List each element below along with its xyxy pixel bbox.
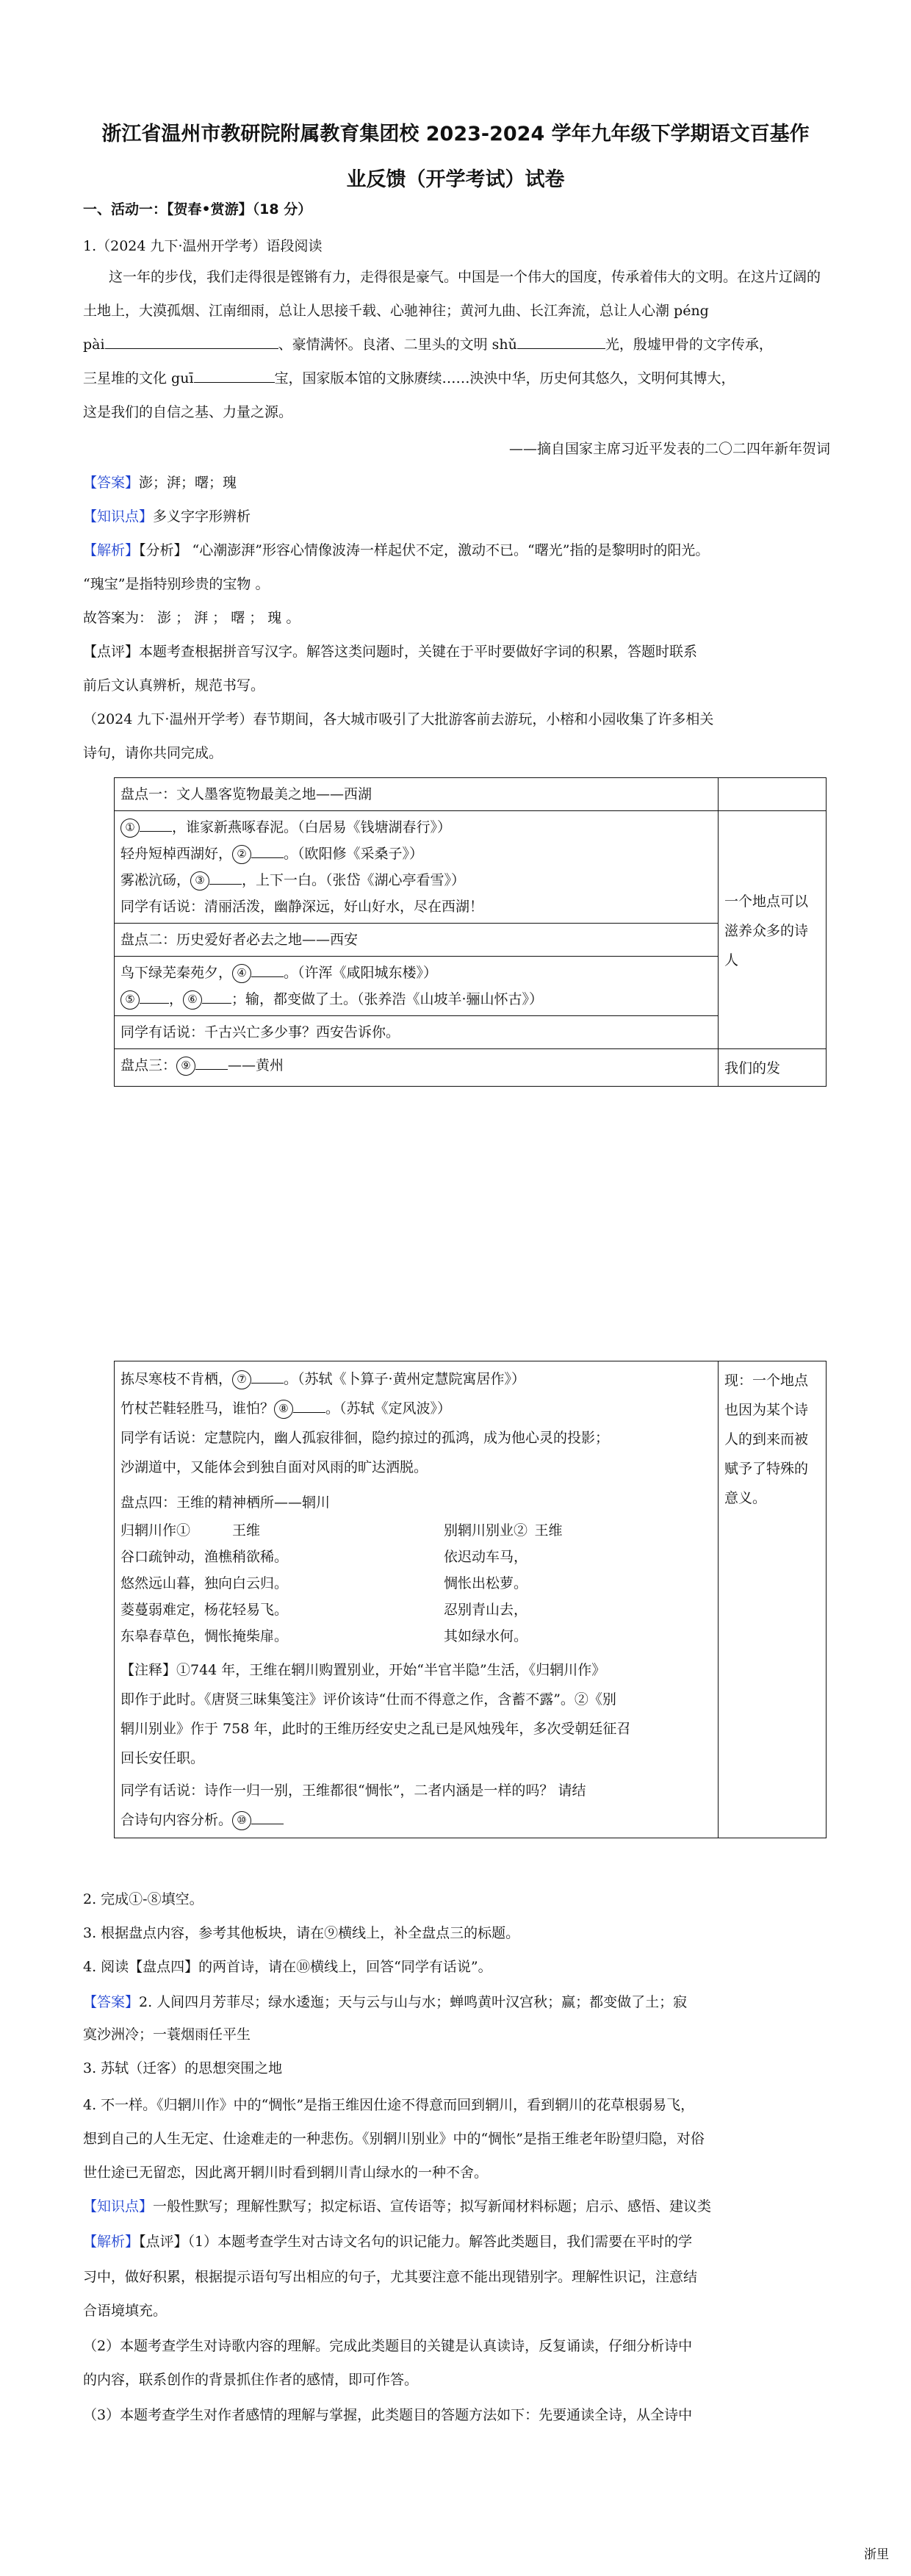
blank-c1[interactable] (140, 816, 172, 832)
circle-9: ⑨ (176, 1057, 195, 1076)
kp-label: 【知识点】 (83, 508, 154, 525)
q1-p4 (83, 366, 832, 391)
q1-analysis-text: 【分析】 “心潮澎湃”形容心情像波涛一样起伏不定，激动不已。“曙光”指的是黎明时的阳光。 (139, 542, 710, 558)
q1-kp (83, 504, 832, 529)
ans-line5: 想到自己的人生无定、仕途难走的一种悲伤。《别辋川别业》中的“惆怅”是指王维老年盼望归隐，对俗 (83, 2131, 705, 2147)
q1-answer-again: 故答案为： 澎 ； 湃 ； 曙 ； 瑰 。 (83, 610, 300, 626)
ans-line4: 4. 不一样。《归辋川作》中的“惆怅”是指王维因仕途不得意而回到辋川，看到辋川的花草根弱易飞， (83, 2097, 695, 2113)
spot1-title: 盘点一：文人墨客览物最美之地——西湖 (115, 778, 719, 811)
ans-kp-text: 一般性默写；理解性默写；拟定标语、宣传语等；拟写新闻材料标题；启示、感悟、建议类 (153, 2198, 712, 2215)
q1-p4b: 宝，国家版本馆的文脉赓续……泱泱中华，历史何其悠久，文明何其博大， (274, 370, 735, 386)
sub-q2: 2. 完成①-⑧填空。 (83, 1891, 204, 1907)
spot2-title: 盘点二：历史爱好者必去之地——西安 (115, 924, 719, 957)
blank-c10[interactable] (251, 1809, 284, 1824)
poem-b-line: 惆怅出松萝。 (444, 1575, 528, 1591)
s4-say1: 同学有话说：诗作一归一别，王维都很“惆怅”，二者内涵是一样的吗？ 请结 (120, 1782, 586, 1799)
s3-say2: 沙湖道中，又能体会到独自面对风雨的旷达洒脱。 (120, 1459, 428, 1475)
q1-source: ——摘自国家主席习近平发表的二〇二四年新年贺词 (508, 441, 830, 457)
note-line3: 辋川别业》作于 758 年，此时的王维历经安史之乱已是风烛残年，多次受朝廷征召 (120, 1721, 631, 1737)
spot4-title: 盘点四：王维的精神栖所——辋川 (120, 1494, 331, 1511)
s3-line1a: 拣尽寒枝不肯栖， (120, 1371, 233, 1387)
blank-3[interactable] (194, 367, 275, 383)
blank-c6[interactable] (202, 988, 231, 1004)
q1-p3c: 光，殷墟甲骨的文字传承， (605, 337, 773, 353)
poem-a-author: 王维 (232, 1522, 261, 1539)
poem-b-author: 王维 (534, 1522, 563, 1539)
sub-q4: 4. 阅读【盘点四】的两首诗，请在⑩横线上，回答“同学有话说”。 (83, 1959, 492, 1975)
side-empty (719, 778, 827, 811)
q1-analysis2: “瑰宝”是指特别珍贵的宝物 。 (83, 576, 270, 592)
kp-label: 【知识点】 (83, 2198, 154, 2215)
ans-an4: （2）本题考查学生对诗歌内容的理解。完成此类题目的关键是认真读诗，反复诵读，仔细分析诗中 (83, 2338, 693, 2354)
q1-p5: 这是我们的自信之基、力量之源。 (83, 404, 293, 420)
spot2-say: 同学有话说：千古兴亡多少事？西安告诉你。 (115, 1016, 719, 1049)
q1-head: 1.（2024 九下·温州开学考）语段阅读 (83, 238, 323, 254)
blank-c5[interactable] (140, 988, 169, 1004)
q1-comment1: 【点评】本题考查根据拼音写汉字。解答这类问题时，关键在于平时要做好字词的积累，答题时联系 (83, 644, 698, 660)
footer-mark: 浙里 (864, 2547, 889, 2562)
poem-a-line: 谷口疏钟动，渔樵稍欲稀。 (120, 1549, 289, 1565)
ans-an6: （3）本题考查学生对作者感情的理解与掌握，此类题目的答题方法如下：先要通读全诗，从全诗中 (83, 2407, 693, 2423)
circle-1: ① (120, 819, 140, 838)
s3-line2b: 。（苏轼《定风波》） (325, 1400, 452, 1417)
note-line1: 【注释】①744 年，王维在辋川购置别业，开始“半官半隐”生活，《归辋川作》 (120, 1662, 606, 1678)
analysis-label: 【解析】 (83, 542, 140, 558)
q1-comment2: 前后文认真辨析，规范书写。 (83, 677, 265, 694)
answer-label: 【答案】 (83, 475, 140, 491)
blank-2[interactable] (517, 334, 605, 349)
poem-b-line: 忍别青山去， (444, 1602, 528, 1618)
circle-7: ⑦ (232, 1370, 251, 1389)
ans-kp (83, 2194, 832, 2219)
spot2-body: 鸟下绿芜秦苑夕， ④ 。（许浑《咸阳城东楼》） ⑤ ， ⑥ ；输，都变做了土。（张养浩《山坡羊·骊山怀古》） (115, 957, 719, 1016)
poem-a-title: 归辋川作① (120, 1522, 191, 1539)
s1-say: 同学有话说：清丽活泼，幽静深远，好山好水，尽在西湖！ (120, 899, 484, 915)
ans-an2: 习中，做好积累，根据提示语句写出相应的句子，尤其要注意不能出现错别字。理解性识记，注意结 (83, 2269, 698, 2285)
ans-an5: 的内容，联系创作的背景抓住作者的感情，即可作答。 (83, 2372, 419, 2388)
q1-analysis (83, 538, 832, 563)
side-end: 我们的发 (719, 1049, 827, 1087)
q2-intro1: （2024 九下·温州开学考）春节期间，各大城市吸引了大批游客前去游玩，小榕和小园收集了许多相关 (83, 711, 714, 727)
circle-8: ⑧ (274, 1400, 293, 1419)
ans-text1: 2. 人间四月芳菲尽；绿水逶迤；天与云与山与水；蝉鸣黄叶汉宫秋；赢；都变做了土；寂 (139, 1994, 688, 2010)
poem-a-line: 菱蔓弱难定，杨花轻易飞。 (120, 1602, 289, 1618)
poem-b (444, 1517, 686, 1649)
q2-intro2: 诗句，请你共同完成。 (83, 745, 223, 761)
s2-line2: ；输，都变做了土。（张养浩《山坡羊·骊山怀古》） (231, 991, 544, 1007)
q1-p3 (83, 332, 832, 357)
blank-1[interactable] (105, 334, 278, 349)
s1-line1: ，谁家新燕啄春泥。（白居易《钱塘湖春行》） (172, 819, 452, 835)
spots-table-part2 (114, 1361, 827, 1838)
poem-b-title: 别辋川别业② (444, 1522, 528, 1539)
ans-line1 (83, 1990, 832, 2015)
spot3-body (115, 1361, 719, 1838)
answer-label: 【答案】 (83, 1994, 140, 2010)
blank-c4[interactable] (251, 962, 284, 977)
ans-an3: 合语境填充。 (83, 2303, 168, 2319)
poem-b-line: 依迟动车马， (444, 1549, 528, 1565)
blank-c3[interactable] (209, 869, 242, 885)
ans-an1 (83, 2229, 832, 2254)
side-note2: 现：一个地点也因为某个诗人的到来而被赋予了特殊的意义。 (719, 1361, 827, 1838)
s1-line3b: ，上下一白。（张岱《湖心亭看雪》） (242, 872, 466, 888)
s3-say1: 同学有话说：定慧院内，幽人孤寂徘徊，隐约掠过的孤鸿，成为他心灵的投影； (120, 1430, 610, 1446)
spot3-tail: ——黄州 (228, 1057, 284, 1073)
q1-p2: 土地上，大漠孤烟、江南细雨，总让人思接千载、心驰神往；黄河九曲、长江奔流，总让人心潮 péng (83, 303, 709, 319)
q1-p3b: 、豪情满怀。良渚、二里头的文明 shǔ (278, 337, 517, 353)
q1-p4a: 三星堆的文化 guī (83, 370, 194, 386)
q1-kp-text: 多义字字形辨析 (153, 508, 251, 525)
s3-line2a: 竹杖芒鞋轻胜马，谁怕？ (120, 1400, 275, 1417)
s1-line3a: 雾凇沆砀， (120, 872, 191, 888)
circle-10: ⑩ (232, 1811, 251, 1830)
poem-a (120, 1517, 444, 1649)
circle-4: ④ (232, 964, 251, 983)
ans-line6: 世仕途已无留恋，因此离开辋川时看到辋川青山绿水的一种不舍。 (83, 2165, 489, 2181)
s2-line1b: 。（许浑《咸阳城东楼》） (284, 965, 438, 981)
poem-a-line: 悠然远山暮，独向白云归。 (120, 1575, 289, 1591)
note-line4: 回长安任职。 (120, 1750, 205, 1766)
ans-an1-text: 【点评】（1）本题考查学生对古诗文名句的识记能力。解答此类题目，我们需要在平时的学 (139, 2234, 693, 2250)
poems (120, 1517, 712, 1649)
doc-title-line2: 业反馈（开学考试）试卷 (346, 168, 565, 191)
analysis-label: 【解析】 (83, 2234, 140, 2250)
blank-c9[interactable] (195, 1054, 228, 1070)
ans-line3: 3. 苏轼（迁客）的思想突围之地 (83, 2060, 283, 2076)
q1-answer (83, 470, 832, 495)
circle-5: ⑤ (120, 990, 140, 1010)
s1-line2a: 轻舟短棹西湖好， (120, 846, 233, 862)
s4-say2: 合诗句内容分析。 (120, 1812, 233, 1828)
note-line2: 即作于此时。《唐贤三昧集笺注》评价该诗“仕而不得意之作，含蓄不露”。②《别 (120, 1691, 616, 1708)
section-heading: 一、活动一：【贺春•赏游】（18 分） (83, 201, 312, 217)
blank-c7[interactable] (251, 1368, 284, 1384)
blank-c2[interactable] (251, 843, 284, 858)
poem-a-line: 东皋春草色，惆怅掩柴扉。 (120, 1628, 289, 1644)
circle-3: ③ (190, 871, 209, 891)
s3-line1b: 。（苏轼《卜算子·黄州定慧院寓居作》） (284, 1371, 526, 1387)
spot1-body (115, 811, 719, 924)
spot3-title: 盘点三： (120, 1057, 177, 1073)
q1-answer-text: 澎；湃；曙；瑰 (139, 475, 237, 491)
spots-table-part1 (114, 777, 827, 1087)
circle-2: ② (232, 845, 251, 864)
spot3-title-row (115, 1049, 719, 1087)
s2-line1a: 鸟下绿芜秦苑夕， (120, 965, 233, 981)
q1-p3a: pài (83, 337, 105, 353)
blank-c8[interactable] (293, 1397, 325, 1413)
poem-b-line: 其如绿水何。 (444, 1628, 528, 1644)
sub-q3: 3. 根据盘点内容，参考其他板块，请在⑨横线上，补全盘点三的标题。 (83, 1925, 520, 1941)
circle-6: ⑥ (183, 990, 202, 1010)
doc-title-line1: 浙江省温州市教研院附属教育集团校 2023-2024 学年九年级下学期语文百基作 (101, 123, 810, 145)
ans-line2: 寞沙洲冷；一蓑烟雨任平生 (83, 2026, 251, 2043)
s1-line2b: 。（欧阳修《采桑子》） (284, 846, 424, 862)
q1-p1: 这一年的步伐，我们走得很是铿锵有力，走得很是豪气。中国是一个伟大的国度，传承着伟大的文明。在这片辽阔的 (109, 269, 821, 285)
side-note1: 一个地点可以滋养众多的诗人 (719, 811, 827, 1049)
